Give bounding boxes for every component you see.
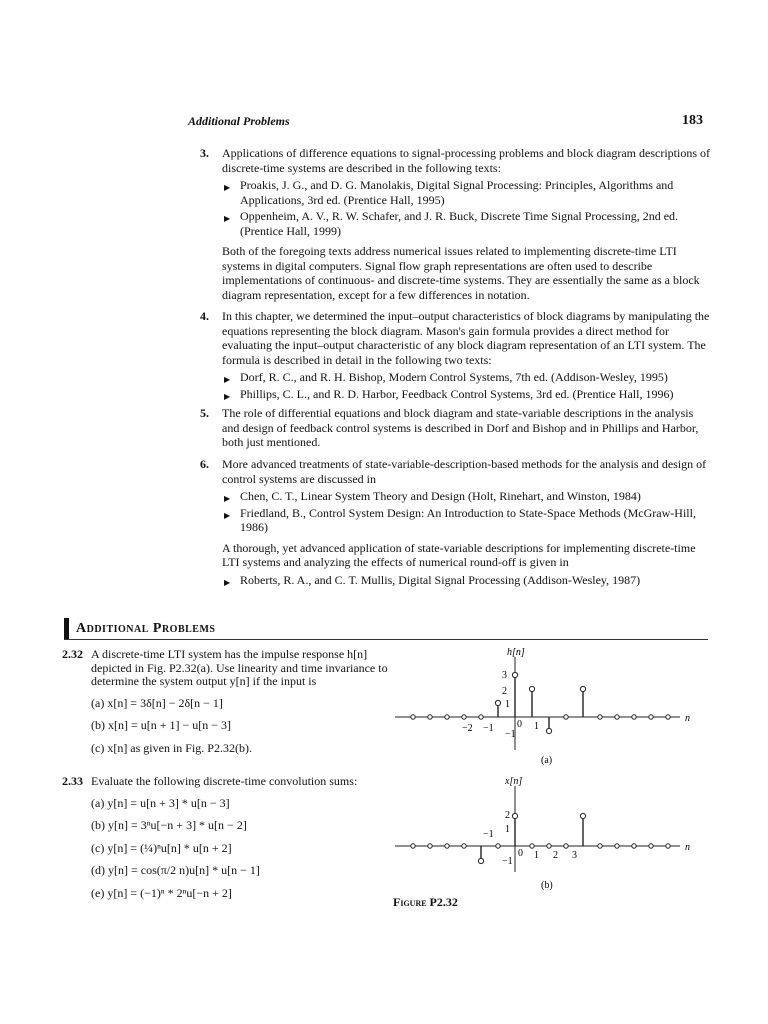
item-text: The role of differential equations and block diagram and state-variable descriptions in the analysis and design of feedback control systems is described in Dorf and Bishop and in Phillips and Harbor, both just mentioned. <box>222 406 699 449</box>
item-text: In this chapter, we determined the input–output characteristics of block diagrams by manipulating the equations representing the block diagram. Mason's gain formula provides a direct method for evaluating the input–output characteristic of any block diagram representation of an LTI system. The formula is described in detail in the following two texts: <box>222 309 710 367</box>
subfigure-label: (a) <box>541 755 553 766</box>
stem-marker <box>495 700 500 705</box>
problem-2-33 <box>62 775 392 909</box>
stem-group <box>411 813 670 863</box>
item-number: 4. <box>200 309 209 323</box>
problem-2-32 <box>62 648 392 764</box>
y-tick-label: 3 <box>502 670 507 681</box>
bullet-triangle-icon: ▶ <box>224 375 231 384</box>
zero-sample-marker <box>462 844 466 848</box>
figure-caption: Figure P2.32 <box>393 895 458 909</box>
stem-marker <box>512 672 517 677</box>
zero-sample-marker <box>632 715 636 719</box>
problem-number: 2.33 <box>62 774 83 788</box>
item-text: More advanced treatments of state-variable-description-based methods for the analysis and design of control systems are discussed in <box>222 457 707 486</box>
x-tick-label: 0 <box>517 719 522 730</box>
reference-item: ▶ Proakis, J. G., and D. G. Manolakis, Digital Signal Processing: Principles, Algorithms and Applications, 3rd ed. (Prentice Hall, 1995) <box>224 178 674 207</box>
list-item-5 <box>200 406 710 450</box>
reference-item: ▶ Phillips, C. L., and R. D. Harbor, Feedback Control Systems, 3rd ed. (Prentice Hall, 1996) <box>222 387 710 402</box>
zero-sample-marker <box>666 844 670 848</box>
running-header-title: Additional Problems <box>188 114 290 128</box>
section-rule <box>64 639 708 640</box>
item-paragraph: Both of the foregoing texts address numerical issues related to implementing discrete-time LTI systems in digital computers. Signal flow graph representations are often used to describe implementations of continuous- and discrete-time systems. They are essentially the same as a block diagram representation, except for a few differences in notation. <box>222 244 700 302</box>
zero-sample-marker <box>615 844 619 848</box>
item-paragraph: A thorough, yet advanced application of state-variable descriptions for implementing discrete-time LTI systems and analyzing the effects of numerical round-off is given in <box>222 540 696 569</box>
section-title: Additional Problems <box>76 621 216 636</box>
item-number: 6. <box>200 457 209 471</box>
zero-sample-marker <box>598 844 602 848</box>
bullet-triangle-icon: ▶ <box>224 183 231 192</box>
bullet-triangle-icon: ▶ <box>224 510 231 520</box>
zero-sample-marker <box>547 844 551 848</box>
bullet-triangle-icon: ▶ <box>224 494 231 503</box>
x-tick-label: 1 <box>534 850 539 861</box>
stem-marker <box>478 858 483 863</box>
problem-part: (b) x[n] = u[n + 1] − u[n − 3] <box>91 718 232 732</box>
problem-text: Evaluate the following discrete-time convolution sums: <box>91 774 358 788</box>
x-tick-label: −2 <box>462 723 473 734</box>
item-text: Applications of difference equations to signal-processing problems and block diagram descriptions of discrete-time systems are described in the following texts: <box>222 146 710 175</box>
bullet-triangle-icon: ▶ <box>224 391 231 401</box>
bullet-triangle-icon: ▶ <box>224 214 231 223</box>
zero-sample-marker <box>564 844 568 848</box>
zero-sample-marker <box>564 715 568 719</box>
reference-item: ▶ Dorf, R. C., and R. H. Bishop, Modern Control Systems, 7th ed. (Addison-Wesley, 1995) <box>222 370 710 385</box>
list-item-4 <box>200 309 710 403</box>
y-tick-label: −1 <box>483 829 494 840</box>
y-tick-label: −1 <box>502 856 513 867</box>
reference-item: ▶ Oppenheim, A. V., R. W. Schafer, and J. R. Buck, Discrete Time Signal Processing, 2nd ed. (Prentice Hall, 1999) <box>224 209 679 238</box>
list-item-3 <box>200 146 710 302</box>
bullet-triangle-icon: ▶ <box>224 577 231 587</box>
zero-sample-marker <box>632 844 636 848</box>
stem-marker <box>546 728 551 733</box>
reference-item: ▶ Chen, C. T., Linear System Theory and Design (Holt, Rinehart, and Winston, 1984) <box>222 489 710 504</box>
zero-sample-marker <box>428 844 432 848</box>
zero-sample-marker <box>598 715 602 719</box>
list-item-6 <box>200 457 710 589</box>
zero-sample-marker <box>411 715 415 719</box>
item-number: 5. <box>200 406 209 420</box>
x-axis-label: n <box>685 713 690 724</box>
y-tick-label: 1 <box>505 699 510 710</box>
x-tick-label: 0 <box>518 848 523 859</box>
subfigure-label: (b) <box>541 880 553 891</box>
problem-text: A discrete-time LTI system has the impulse response h[n] depicted in Fig. P2.32(a). Use linearity and time invariance to determine the system output y[n] if the input is <box>91 647 388 688</box>
zero-sample-marker <box>479 715 483 719</box>
figure-p2-32b <box>395 770 705 895</box>
page-number: 183 <box>682 113 703 128</box>
problem-part: (a) y[n] = u[n + 3] * u[n − 3] <box>91 795 230 810</box>
problem-number: 2.32 <box>62 647 83 661</box>
zero-sample-marker <box>445 715 449 719</box>
problem-part: (e) y[n] = (−1)ⁿ * 2ⁿu[−n + 2] <box>91 885 232 900</box>
reference-item: ▶ Friedland, B., Control System Design: An Introduction to State-Space Methods (McGraw-Hill, 1986) <box>224 505 696 534</box>
zero-sample-marker <box>462 715 466 719</box>
x-tick-label: 3 <box>572 850 577 861</box>
problem-part: (c) y[n] = (¼)ⁿu[n] * u[n + 2] <box>91 840 232 855</box>
zero-sample-marker <box>666 715 670 719</box>
x-axis-label: n <box>685 842 690 853</box>
section-marker-bar <box>64 618 69 640</box>
zero-sample-marker <box>615 715 619 719</box>
zero-sample-marker <box>411 844 415 848</box>
zero-sample-marker <box>530 844 534 848</box>
x-tick-label: −1 <box>483 723 494 734</box>
item-number: 3. <box>200 146 209 160</box>
stem-marker <box>580 813 585 818</box>
y-axis-label: h[n] <box>507 647 525 658</box>
problem-part: (d) y[n] = cos(π/2 n)u[n] * u[n − 1] <box>91 863 260 877</box>
problem-part: (b) y[n] = 3ⁿu[−n + 3] * u[n − 2] <box>91 818 247 832</box>
reference-item: ▶ Roberts, R. A., and C. T. Mullis, Digital Signal Processing (Addison-Wesley, 1987) <box>222 573 710 588</box>
y-tick-label: 1 <box>505 824 510 835</box>
x-tick-label: 2 <box>553 850 558 861</box>
y-tick-label: 2 <box>505 810 510 821</box>
stem-group <box>411 672 670 733</box>
zero-sample-marker <box>649 715 653 719</box>
zero-sample-marker <box>445 844 449 848</box>
zero-sample-marker <box>496 844 500 848</box>
zero-sample-marker <box>649 844 653 848</box>
y-tick-label: 2 <box>502 686 507 697</box>
y-tick-label: −1 <box>505 729 516 740</box>
stem-marker <box>512 813 517 818</box>
figure-p2-32a <box>395 645 705 770</box>
problem-part: (a) x[n] = 3δ[n] − 2δ[n − 1] <box>91 695 223 710</box>
zero-sample-marker <box>428 715 432 719</box>
problem-part: (c) x[n] as given in Fig. P2.32(b). <box>91 740 252 755</box>
y-axis-label: x[n] <box>505 776 523 787</box>
stem-marker <box>580 686 585 691</box>
stem-marker <box>529 686 534 691</box>
x-tick-label: 1 <box>534 721 539 732</box>
